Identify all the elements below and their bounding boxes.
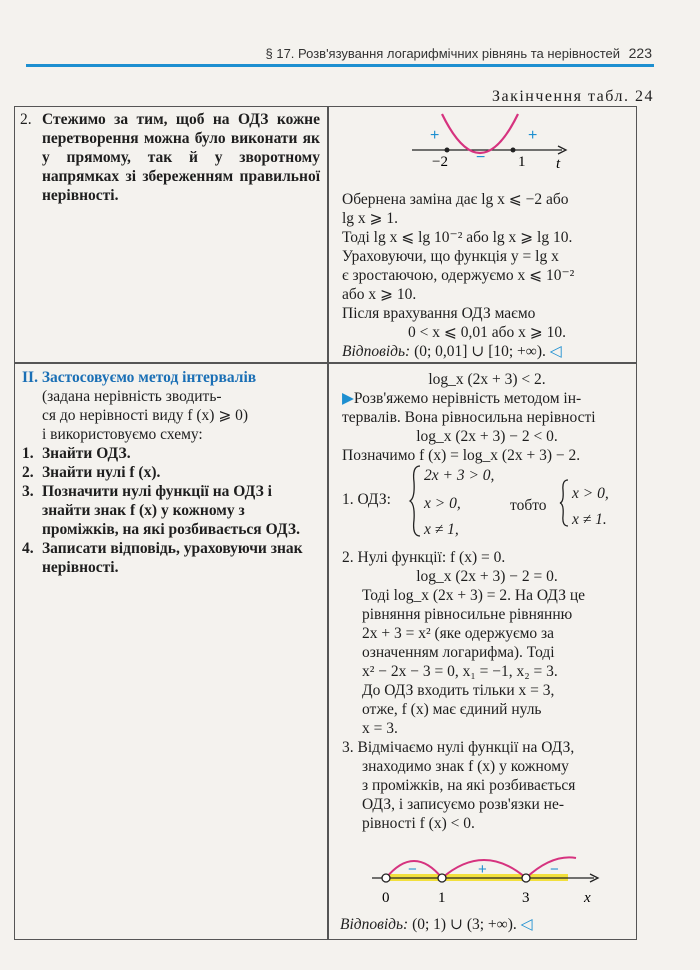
method-desc: і використовуємо схему: (42, 426, 203, 443)
tick-label: 0 (382, 890, 390, 906)
sign-diagram-upper (400, 112, 580, 174)
parabola (442, 114, 518, 153)
answer-value: (0; 1) ∪ (3; +∞). (412, 916, 517, 933)
odz-result: x ≠ 1. (572, 511, 607, 528)
left-lower-cell (22, 368, 322, 577)
sign-minus: − (476, 149, 486, 166)
row-divider (14, 362, 637, 364)
line: є зростаючою, одержуємо x ⩽ 10⁻² (342, 267, 575, 284)
line: рівняння рівносильне рівнянню (362, 606, 573, 623)
line: log_x (2x + 3) − 2 < 0. (416, 428, 558, 445)
answer-value: (0; 0,01] ∪ [10; +∞). (414, 343, 546, 360)
tick-label: 3 (522, 890, 530, 906)
end-mark-icon: ◁ (549, 343, 562, 360)
table-caption: Закінчення табл. 24 (491, 88, 654, 105)
sign-plus: + (430, 127, 440, 144)
answer-line (340, 915, 533, 934)
running-title: § 17. Розв'язування логарифмічних рівнянь та нерівностей (265, 46, 620, 61)
answer-label: Відповідь: (340, 916, 409, 933)
axis-variable: x (584, 890, 591, 906)
line: До ОДЗ входить тільки x = 3, (362, 682, 555, 699)
tick-label: −2 (432, 154, 448, 170)
sign-minus: − (408, 861, 417, 878)
answer-label: Відповідь: (342, 343, 411, 360)
tick-label: 1 (438, 890, 446, 906)
answer-line (342, 342, 632, 361)
item-text: Стежимо за тим, щоб на ОДЗ кожне перетворення можна було виконати як у прямому, так й у зворотному напрямках зі збереженням правильної нерівності. (42, 111, 320, 204)
sign-plus: + (478, 861, 487, 878)
line: 2. Нулі функції: f (x) = 0. (342, 549, 506, 566)
start-mark-icon: ▶ (342, 390, 354, 407)
zeros-block (342, 548, 632, 833)
line: Позначимо f (x) = log_x (2x + 3) − 2. (342, 447, 581, 464)
method-title: II. Застосовуємо метод інтервалів (22, 369, 257, 386)
odz-label: 1. ОДЗ: (342, 491, 391, 508)
line: 2x + 3 = x² (яке одержуємо за (362, 625, 555, 642)
line: Обернена заміна дає lg x ⩽ −2 або (342, 191, 569, 208)
line: Тоді log_x (2x + 3) = 2. На ОДЗ це (362, 587, 586, 604)
sign-minus: − (550, 861, 559, 878)
step: 3. Позначити нулі функції на ОДЗ і знайти знак f (x) у кожному з проміжків, на які розбивається ОДЗ. (22, 483, 300, 538)
inequality: log_x (2x + 3) < 2. (428, 371, 546, 388)
line: x = 3. (362, 720, 398, 737)
line: тервалів. Вона рівносильна нерівності (342, 409, 596, 426)
step: 2. Знайти нулі f (x). (22, 464, 161, 481)
line: Тоді lg x ⩽ lg 10⁻² або lg x ⩾ lg 10. (342, 229, 573, 246)
line: Після врахування ОДЗ маємо (342, 305, 536, 322)
right-lower-cell (342, 370, 632, 465)
page-header (0, 0, 700, 70)
line: рівності f (x) < 0. (362, 815, 475, 832)
method-desc: (задана нерівність зводить- (42, 388, 222, 405)
line: 3. Відмічаємо нулі функції на ОДЗ, (342, 739, 575, 756)
item-number: 2. (20, 111, 32, 128)
end-mark-icon: ◁ (520, 916, 533, 933)
step: 1. Знайти ОДЗ. (22, 445, 131, 462)
line: lg x ⩾ 1. (342, 210, 399, 227)
method-desc: ся до нерівності виду f (x) ⩾ 0) (42, 407, 249, 424)
line: ▶Розв'яжемо нерівність методом ін- (342, 390, 582, 407)
odz-cond: x ≠ 1, (424, 521, 459, 538)
step: 4. Записати відповідь, ураховуючи знак нерівності. (22, 540, 303, 576)
axis-variable: t (556, 156, 561, 172)
line: знаходимо знак f (x) у кожному (362, 758, 569, 775)
tick-label: 1 (518, 154, 526, 170)
right-upper-cell (342, 190, 632, 361)
odz-result: x > 0, (572, 485, 609, 502)
line: ОДЗ, і записуємо розв'язки не- (362, 796, 564, 813)
system-brace (408, 464, 422, 538)
odz-cond: 2x + 3 > 0, (424, 467, 495, 484)
header-rule (26, 64, 654, 67)
line: 0 < x ⩽ 0,01 або x ⩾ 10. (408, 324, 566, 341)
page-number: 223 (628, 45, 652, 61)
sign-diagram-lower (362, 848, 612, 910)
line: log_x (2x + 3) − 2 = 0. (416, 568, 558, 585)
system-brace (558, 478, 570, 528)
tobto-label: тобто (510, 497, 547, 514)
line: Ураховуючи, що функція y = lg x (342, 248, 559, 265)
left-upper-cell (20, 110, 320, 205)
odz-cond: x > 0, (424, 495, 461, 512)
line: означенням логарифма). Тоді (362, 644, 555, 661)
line: x² − 2x − 3 = 0, x₁ = −1, x₂ = 3. (362, 663, 558, 680)
line: або x ⩾ 10. (342, 286, 417, 303)
line: отже, f (x) має єдиний нуль (362, 701, 542, 718)
line: з проміжків, на які розбивається (362, 777, 576, 794)
column-divider (327, 106, 329, 940)
sign-plus: + (528, 127, 538, 144)
